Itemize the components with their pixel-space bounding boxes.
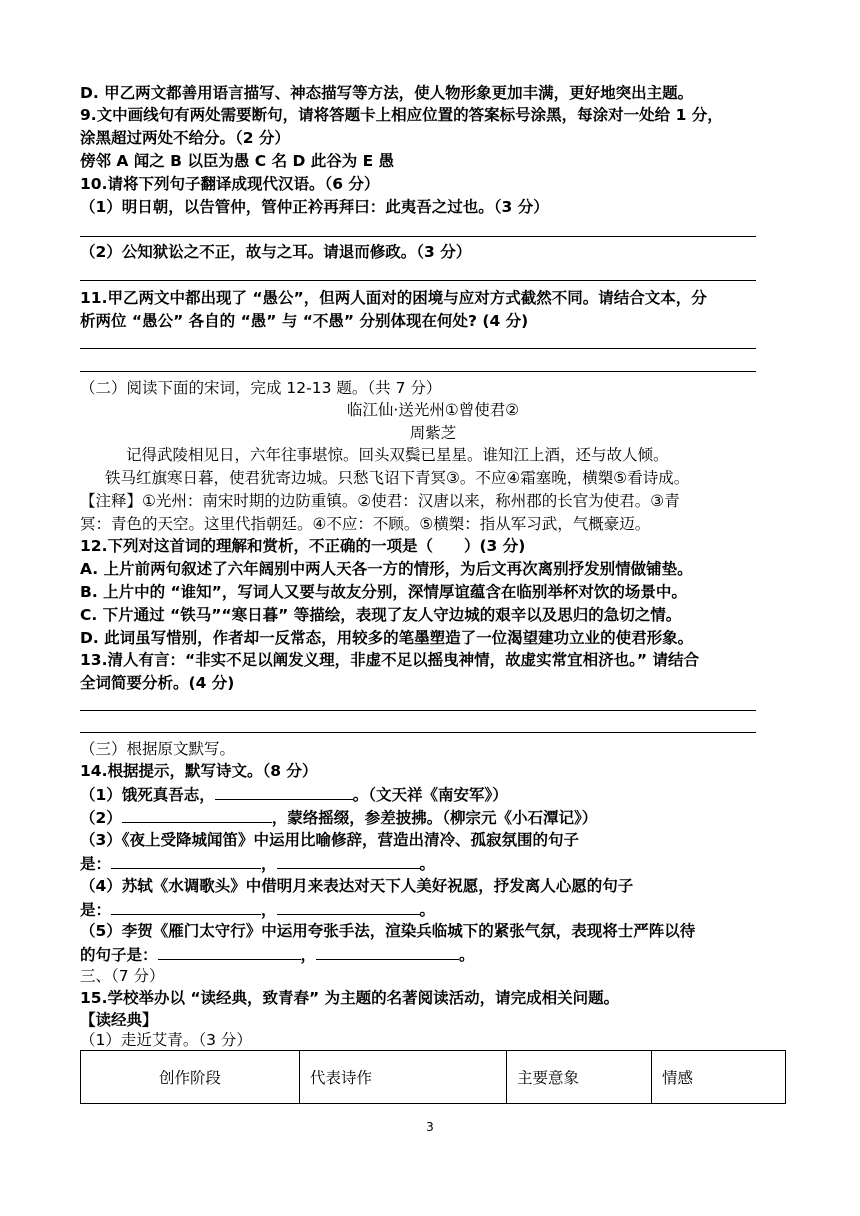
q14-item-1: （1）饿死真吾志， 。（文天祥《南安军》） <box>80 783 508 806</box>
q11-text-1: 11.甲乙两文中都出现了 “愚公”，但两人面对的困境与应对方式截然不同。请结合文本，分 <box>80 289 707 307</box>
section-3-title: （三）根据原文默写。 <box>80 740 236 758</box>
page-number: 3 <box>426 1120 434 1134</box>
fill-blank <box>215 783 353 800</box>
q9-options: 傍邻 A 闻之 B 以臣为愚 C 名 D 此谷为 E 愚 <box>80 152 395 170</box>
poem-line-1: 记得武陵相见日，六年往事堪惊。回头双鬓已星星。谁知江上酒，还与故人倾。 <box>126 446 669 464</box>
q13-text-2: 全词简要分析。(4 分) <box>80 674 235 692</box>
q13-text-1: 13.清人有言：“非实不足以阐发义理，非虚不足以摇曳神情，故虚实常宜相济也。” 请结合 <box>80 651 699 669</box>
answer-line <box>80 348 756 349</box>
q10-item-2: （2）公知狱讼之不正，故与之耳。请退而修政。（3 分） <box>80 243 472 261</box>
table-header-cell: 情感 <box>652 1051 786 1104</box>
fill-blank <box>277 898 420 915</box>
q12-option-c: C. 下片通过 “铁马”“寒日暮” 等描绘，表现了友人守边城的艰辛以及思归的急切之情。 <box>80 606 682 624</box>
q14-item-4-text: （4）苏轼《水调歌头》中借明月来表达对天下人美好祝愿，抒发离人心愿的句子 <box>80 877 634 895</box>
fill-blank <box>158 943 301 960</box>
annotation-1: 【注释】①光州：南宋时期的边防重镇。②使君：汉唐以来，称州郡的长官为使君。③青 <box>80 492 680 510</box>
q12-title: 12.下列对这首词的理解和赏析，不正确的一项是（ ）(3 分) <box>80 537 526 555</box>
part-3-title: 三、（7 分） <box>80 967 165 985</box>
answer-line <box>80 236 756 237</box>
q14-item-2: （2） ，蒙络摇缀，参差披拂。（柳宗元《小石潭记》） <box>80 806 597 829</box>
q14-title: 14.根据提示，默写诗文。（8 分） <box>80 762 318 780</box>
q14-item-5-blanks: 的句子是： ， 。 <box>80 943 475 966</box>
table-header-row <box>81 1051 786 1104</box>
section-2-title: （二）阅读下面的宋词，完成 12-13 题。（共 7 分） <box>80 379 442 397</box>
q14-item-3-text: （3）《夜上受降城闻笛》中运用比喻修辞，营造出清冷、孤寂氛围的句子 <box>80 831 580 849</box>
q12-option-d: D. 此词虽写惜别，作者却一反常态，用较多的笔墨塑造了一位渴望建功立业的使君形象。 <box>80 629 694 647</box>
answer-line <box>80 732 756 733</box>
q10-item-1: （1）明日朝，以告管仲，管仲正衿再拜曰：此夷吾之过也。（3 分） <box>80 198 549 216</box>
q10-title: 10.请将下列句子翻译成现代汉语。（6 分） <box>80 175 380 193</box>
fill-blank <box>111 852 261 869</box>
q15-item-1: （1）走近艾青。（3 分） <box>80 1031 252 1049</box>
poetry-table <box>80 1050 786 1104</box>
table-header-cell: 主要意象 <box>507 1051 652 1104</box>
annotation-2: 冥：青色的天空。这里代指朝廷。④不应：不顾。⑤横槊：指从军习武，气概豪迈。 <box>80 515 651 533</box>
q9-text-2: 涂黑超过两处不给分。（2 分） <box>80 129 290 147</box>
table-header-cell: 创作阶段 <box>81 1051 300 1104</box>
fill-blank <box>111 898 261 915</box>
answer-line <box>80 710 756 711</box>
fill-blank <box>316 943 459 960</box>
poem-line-2: 铁马红旗寒日暮，使君犹寄边城。只愁飞诏下青冥③。不应④霜塞晚，横槊⑤看诗成。 <box>105 469 690 487</box>
q11-text-2: 析两位 “愚公” 各自的 “愚” 与 “不愚” 分别体现在何处? (4 分) <box>80 312 529 330</box>
answer-line <box>80 371 756 372</box>
q14-item-5-text: （5）李贺《雁门太守行》中运用夸张手法，渲染兵临城下的紧张气氛，表现将士严阵以待 <box>80 922 696 940</box>
q14-item-4-blanks: 是： ， 。 <box>80 898 435 921</box>
q12-option-b: B. 上片中的 “谁知”，写词人又要与故友分别，深情厚谊蕴含在临别举杯对饮的场景中。 <box>80 583 687 601</box>
poem-author: 周紫芝 <box>409 424 457 442</box>
poem-title: 临江仙·送光州①曾使君② <box>346 401 520 419</box>
read-classic-heading: 【读经典】 <box>80 1011 158 1029</box>
q8-option-d: D. 甲乙两文都善用语言描写、神态描写等方法，使人物形象更加丰满，更好地突出主题。 <box>80 84 694 102</box>
fill-blank <box>122 806 272 823</box>
table-header-cell: 代表诗作 <box>300 1051 507 1104</box>
q14-item-3-blanks: 是： ， 。 <box>80 852 435 875</box>
q9-text-1: 9.文中画线句有两处需要断句，请将答题卡上相应位置的答案标号涂黑，每涂对一处给 1 分， <box>80 106 723 124</box>
q12-option-a: A. 上片前两句叙述了六年阔别中两人天各一方的情形，为后文再次离别抒发别情做铺垫。 <box>80 560 693 578</box>
fill-blank <box>277 852 420 869</box>
answer-line <box>80 280 756 281</box>
q15-title: 15.学校举办以 “读经典，致青春” 为主题的名著阅读活动，请完成相关问题。 <box>80 989 620 1007</box>
